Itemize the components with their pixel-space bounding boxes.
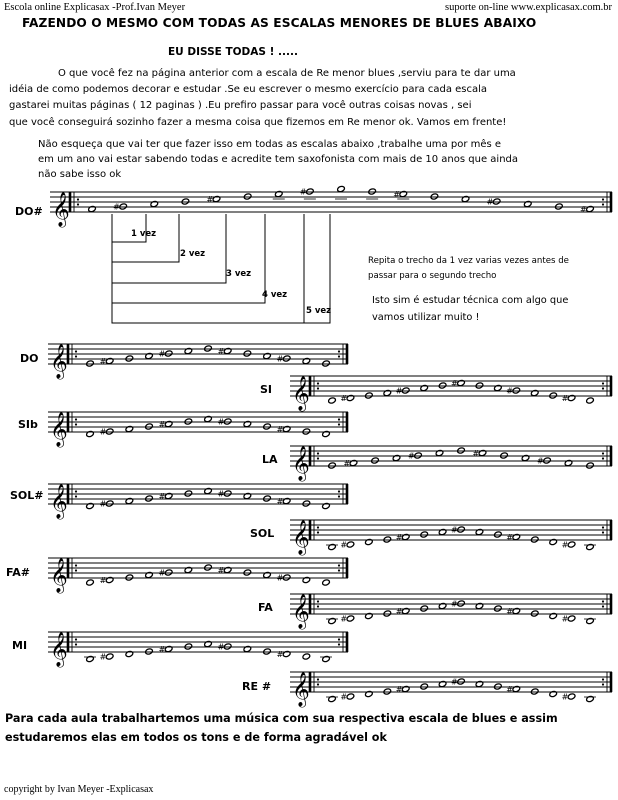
accidental-sharp-icon: # [408, 451, 415, 461]
note-head [145, 352, 153, 359]
repeat-dot [338, 569, 340, 571]
note-head [263, 423, 271, 430]
note-head [435, 449, 443, 456]
repeat-dot [75, 355, 77, 357]
repeat-dot [75, 350, 77, 352]
note-head [322, 430, 330, 437]
note-head [457, 447, 465, 454]
note-head [243, 492, 251, 499]
note-head [125, 650, 133, 657]
note-head [105, 576, 113, 583]
accidental-sharp-icon: # [343, 459, 351, 468]
accidental-sharp-icon: # [217, 642, 225, 652]
repeat-dot [602, 678, 604, 680]
note-head [243, 420, 251, 427]
accidental-sharp-icon: # [276, 650, 284, 659]
note-head [125, 425, 133, 432]
note-head [86, 655, 94, 662]
repeat-note-1: Repita o trecho da 1 vez varias vezes antes de [368, 256, 569, 266]
note-head [243, 193, 251, 200]
treble-clef-icon: 𝄞 [292, 672, 310, 707]
note-head [263, 352, 271, 359]
accidental-sharp-icon: # [506, 386, 513, 396]
repeat-dot [602, 382, 604, 384]
note-head [365, 538, 373, 545]
accidental-sharp-icon: # [276, 354, 284, 364]
key-label-do-sharp: DO# [15, 205, 43, 218]
repeat-dot [317, 387, 319, 389]
accidental-sharp-icon: # [158, 349, 166, 359]
vez-label-3: 3 vez [226, 269, 252, 279]
note-head [204, 564, 212, 571]
note-head [512, 533, 520, 540]
subtitle: EU DISSE TODAS ! ..... [168, 46, 298, 58]
note-head [494, 384, 502, 391]
note-head [346, 615, 354, 622]
note-head [322, 655, 330, 662]
accidental-sharp-icon: # [451, 525, 458, 535]
note-head [263, 648, 271, 655]
note-head [586, 617, 594, 624]
note-head [204, 640, 212, 647]
note-head [420, 384, 428, 391]
key-label-sol: SOL [250, 527, 275, 540]
note-head [500, 452, 508, 459]
repeat-dot [317, 678, 319, 680]
accidental-sharp-icon: # [158, 568, 166, 578]
note-head [282, 574, 290, 581]
note-head [420, 605, 428, 612]
note-head [204, 345, 212, 352]
note-head [346, 394, 354, 401]
accidental-sharp-icon: # [113, 202, 120, 212]
note-head [438, 680, 446, 687]
accidental-sharp-icon: # [395, 685, 403, 694]
technique-note-2: vamos utilizar muito ! [372, 312, 480, 323]
note-head [457, 526, 465, 533]
note-head [322, 360, 330, 367]
repeat-dot [602, 198, 604, 200]
note-head [328, 695, 336, 702]
note-head [475, 382, 483, 389]
note-head [263, 571, 271, 578]
note-head [145, 495, 153, 502]
note-head [586, 695, 594, 702]
treble-clef-icon: 𝄞 [292, 594, 310, 629]
support-header: suporte on-line www.explicasax.com.br [445, 2, 612, 13]
note-head [302, 428, 310, 435]
copyright: copyright by Ivan Meyer -Explicasax [4, 784, 154, 795]
note-head [543, 457, 551, 464]
note-head [212, 195, 220, 202]
note-head [567, 693, 575, 700]
accidental-sharp-icon: # [99, 357, 107, 366]
accidental-sharp-icon: # [158, 420, 166, 429]
repeat-dot [317, 457, 319, 459]
treble-clef-icon: 𝄞 [50, 412, 68, 447]
note-head [328, 462, 336, 469]
accidental-sharp-icon: # [506, 607, 513, 616]
intro-line-4: que você conseguirá sozinho fazer a mesma coisa que fizemos em Re menor ok. Vamos em frente! [9, 117, 507, 128]
accidental-sharp-icon: # [299, 187, 307, 197]
treble-clef-icon: 𝄞 [50, 344, 68, 379]
note-head [430, 193, 438, 200]
note-head [457, 678, 465, 685]
note-head [549, 538, 557, 545]
note-head [420, 531, 428, 538]
note-head [567, 541, 575, 548]
note-head [105, 653, 113, 660]
footer-line-2: estudaremos elas em todos os tons e de forma agradável ok [5, 731, 387, 744]
note-head [275, 190, 283, 197]
repeat-dot [75, 638, 77, 640]
accidental-sharp-icon: # [158, 492, 166, 501]
repeat-dot [602, 203, 604, 205]
accidental-sharp-icon: # [506, 533, 513, 542]
note-head [328, 543, 336, 550]
note-head [346, 693, 354, 700]
note-head [478, 449, 486, 456]
repeat-dot [75, 490, 77, 492]
bracket-3-vez [112, 214, 226, 283]
note-head [401, 685, 409, 692]
intro-line-1: O que você fez na página anterior com a escala de Re menor blues ,serviu para te dar uma [58, 68, 516, 79]
note-head [365, 392, 373, 399]
note-head [181, 198, 189, 205]
note-head [414, 452, 422, 459]
note-head [392, 454, 400, 461]
note-head [282, 650, 290, 657]
note-head [461, 195, 469, 202]
repeat-dot [75, 643, 77, 645]
accidental-sharp-icon: # [395, 533, 403, 542]
note-head [86, 360, 94, 367]
repeat-dot [317, 683, 319, 685]
note-head [494, 605, 502, 612]
note-head [383, 536, 391, 543]
intro-line-2: idéia de como podemos decorar e estudar .Se eu escrever o mesmo exercício para cada escala [9, 84, 488, 95]
accidental-sharp-icon: # [158, 645, 166, 654]
repeat-dot [317, 526, 319, 528]
note-head [383, 610, 391, 617]
accidental-sharp-icon: # [451, 599, 458, 609]
note-head [164, 569, 172, 576]
accidental-sharp-icon: # [472, 449, 480, 458]
note-head [322, 502, 330, 509]
accidental-sharp-icon: # [537, 456, 544, 466]
note-head [438, 528, 446, 535]
key-label-fa-sharp: FA# [6, 566, 30, 579]
key-label-fa: FA [258, 601, 273, 614]
note-head [475, 602, 483, 609]
intro-line-3: gastarei muitas páginas ( 12 paginas ) .Eu prefiro passar para você outras coisas novas , sei [9, 100, 472, 111]
note-head [302, 357, 310, 364]
accidental-sharp-icon: # [276, 573, 284, 583]
note-head [457, 379, 465, 386]
note-head [204, 487, 212, 494]
note-head [243, 350, 251, 357]
note-head [567, 394, 575, 401]
note-head [438, 602, 446, 609]
note-head [457, 600, 465, 607]
vez-label-4: 4 vez [262, 290, 288, 300]
footer-line-1: Para cada aula trabalhartemos uma música com sua respectiva escala de blues e assim [5, 712, 558, 725]
note-head [521, 454, 529, 461]
note-head [349, 459, 357, 466]
note-head [86, 502, 94, 509]
accidental-sharp-icon: # [340, 394, 348, 403]
key-label-si: SI [260, 383, 273, 396]
key-label-la: LA [262, 453, 278, 466]
accidental-sharp-icon: # [340, 540, 348, 550]
treble-clef-icon: 𝄞 [292, 376, 310, 411]
repeat-dot [602, 526, 604, 528]
treble-clef-icon: 𝄞 [292, 446, 310, 481]
accidental-sharp-icon: # [395, 607, 403, 616]
accidental-sharp-icon: # [99, 427, 107, 437]
note-head [145, 648, 153, 655]
technique-note-1: Isto sim é estudar técnica com algo que [372, 295, 569, 306]
accidental-sharp-icon: # [217, 347, 225, 356]
repeat-dot [75, 569, 77, 571]
note-head [365, 690, 373, 697]
note-head [184, 490, 192, 497]
note-head [401, 533, 409, 540]
note-head [512, 685, 520, 692]
note-head [86, 430, 94, 437]
note-head [223, 643, 231, 650]
note-head [184, 347, 192, 354]
note-head [105, 428, 113, 435]
note-head [524, 200, 532, 207]
note-head [383, 688, 391, 695]
note-head [586, 205, 594, 212]
repeat-dot [317, 452, 319, 454]
note-head [475, 528, 483, 535]
note-head [401, 607, 409, 614]
accidental-sharp-icon: # [217, 417, 225, 427]
repeat-dot [338, 495, 340, 497]
note-head [302, 500, 310, 507]
note-head [184, 566, 192, 573]
accidental-sharp-icon: # [206, 195, 214, 204]
accidental-sharp-icon: # [217, 489, 225, 499]
note-head [223, 490, 231, 497]
note-head [530, 389, 538, 396]
repeat-dot [77, 203, 79, 205]
key-label-mi: MI [12, 639, 28, 652]
note-head [401, 387, 409, 394]
note-head [263, 495, 271, 502]
note-head [530, 688, 538, 695]
note-head [164, 420, 172, 427]
note-head [549, 690, 557, 697]
repeat-dot [317, 382, 319, 384]
repeat-dot [77, 198, 79, 200]
note-head [184, 643, 192, 650]
note-head [302, 653, 310, 660]
note-head [282, 497, 290, 504]
note-head [125, 355, 133, 362]
note-head [145, 423, 153, 430]
repeat-dot [75, 495, 77, 497]
accidental-sharp-icon: # [340, 692, 348, 702]
repeat-dot [602, 605, 604, 607]
note-head [328, 397, 336, 404]
key-label-si-b: SIb [18, 418, 38, 431]
accidental-sharp-icon: # [486, 197, 494, 207]
note-head [549, 392, 557, 399]
note-head [243, 569, 251, 576]
repeat-dot [338, 350, 340, 352]
note-head [145, 571, 153, 578]
note-head [105, 357, 113, 364]
note-head [475, 680, 483, 687]
second-line-1: Não esqueça que vai ter que fazer isso em todas as escalas abaixo ,trabalhe uma por mês e [38, 139, 502, 150]
second-line-2: em um ano vai estar sabendo todas e acredite tem saxofonista com mais de 10 anos que ainda [38, 154, 519, 165]
note-head [282, 355, 290, 362]
treble-clef-icon: 𝄞 [52, 192, 70, 227]
repeat-dot [338, 638, 340, 640]
accidental-sharp-icon: # [451, 379, 458, 388]
treble-clef-icon: 𝄞 [50, 632, 68, 667]
note-head [512, 387, 520, 394]
note-head [530, 536, 538, 543]
note-head [322, 579, 330, 586]
note-head [150, 200, 158, 207]
note-head [119, 203, 127, 210]
note-head [399, 190, 407, 197]
note-head [586, 543, 594, 550]
accidental-sharp-icon: # [561, 692, 569, 702]
page-title: FAZENDO O MESMO COM TODAS AS ESCALAS MENORES DE BLUES ABAIXO [22, 16, 537, 30]
note-head [223, 566, 231, 573]
note-head [125, 497, 133, 504]
note-head [492, 198, 500, 205]
note-head [88, 205, 96, 212]
note-head [223, 347, 231, 354]
accidental-sharp-icon: # [276, 425, 284, 434]
note-head [306, 188, 314, 195]
note-head [337, 185, 345, 192]
repeat-dot [317, 531, 319, 533]
note-head [368, 188, 376, 195]
note-head [204, 415, 212, 422]
note-head [164, 350, 172, 357]
repeat-dot [338, 355, 340, 357]
repeat-dot [317, 600, 319, 602]
accidental-sharp-icon: # [99, 499, 107, 509]
accidental-sharp-icon: # [99, 576, 107, 585]
repeat-dot [602, 531, 604, 533]
vez-label-1: 1 vez [131, 229, 157, 239]
repeat-dot [75, 423, 77, 425]
accidental-sharp-icon: # [276, 497, 284, 506]
repeat-dot [602, 387, 604, 389]
note-head [586, 462, 594, 469]
accidental-sharp-icon: # [99, 652, 107, 662]
note-head [302, 576, 310, 583]
accidental-sharp-icon: # [561, 614, 569, 624]
note-head [383, 389, 391, 396]
accidental-sharp-icon: # [393, 190, 400, 199]
repeat-dot [602, 600, 604, 602]
accidental-sharp-icon: # [451, 677, 458, 687]
treble-clef-icon: 𝄞 [50, 558, 68, 593]
key-label-re-sharp: RE # [242, 680, 272, 693]
repeat-dot [75, 418, 77, 420]
second-line-3: não sabe isso ok [38, 169, 122, 180]
note-head [567, 615, 575, 622]
note-head [125, 574, 133, 581]
repeat-dot [602, 452, 604, 454]
note-head [555, 203, 563, 210]
note-head [243, 645, 251, 652]
note-head [164, 645, 172, 652]
note-head [328, 617, 336, 624]
repeat-dot [338, 418, 340, 420]
accidental-sharp-icon: # [340, 614, 348, 624]
note-head [164, 492, 172, 499]
accidental-sharp-icon: # [217, 566, 225, 575]
note-head [184, 418, 192, 425]
repeat-dot [602, 683, 604, 685]
repeat-note-2: passar para o segundo trecho [368, 271, 497, 281]
note-head [86, 579, 94, 586]
repeat-dot [338, 423, 340, 425]
key-label-do: DO [20, 352, 39, 365]
key-label-sol-sharp: SOL# [10, 489, 44, 502]
repeat-dot [338, 490, 340, 492]
note-head [494, 531, 502, 538]
treble-clef-icon: 𝄞 [50, 484, 68, 519]
repeat-dot [338, 564, 340, 566]
accidental-sharp-icon: # [561, 394, 569, 403]
note-head [530, 610, 538, 617]
accidental-sharp-icon: # [506, 685, 513, 694]
note-head [105, 500, 113, 507]
note-head [365, 612, 373, 619]
repeat-dot [602, 457, 604, 459]
repeat-dot [317, 605, 319, 607]
note-head [586, 397, 594, 404]
vez-label-2: 2 vez [180, 249, 206, 259]
note-head [282, 425, 290, 432]
school-header: Escola online Explicasax -Prof.Ivan Meyer [4, 2, 186, 13]
accidental-sharp-icon: # [395, 386, 403, 396]
note-head [512, 607, 520, 614]
vez-label-5: 5 vez [306, 306, 332, 316]
note-head [420, 683, 428, 690]
note-head [564, 459, 572, 466]
accidental-sharp-icon: # [580, 205, 587, 214]
repeat-dot [75, 564, 77, 566]
note-head [346, 541, 354, 548]
note-head [438, 382, 446, 389]
repeat-dot [338, 643, 340, 645]
note-head [549, 612, 557, 619]
note-head [223, 418, 231, 425]
treble-clef-icon: 𝄞 [292, 520, 310, 555]
note-head [371, 457, 379, 464]
note-head [494, 683, 502, 690]
accidental-sharp-icon: # [561, 540, 569, 550]
